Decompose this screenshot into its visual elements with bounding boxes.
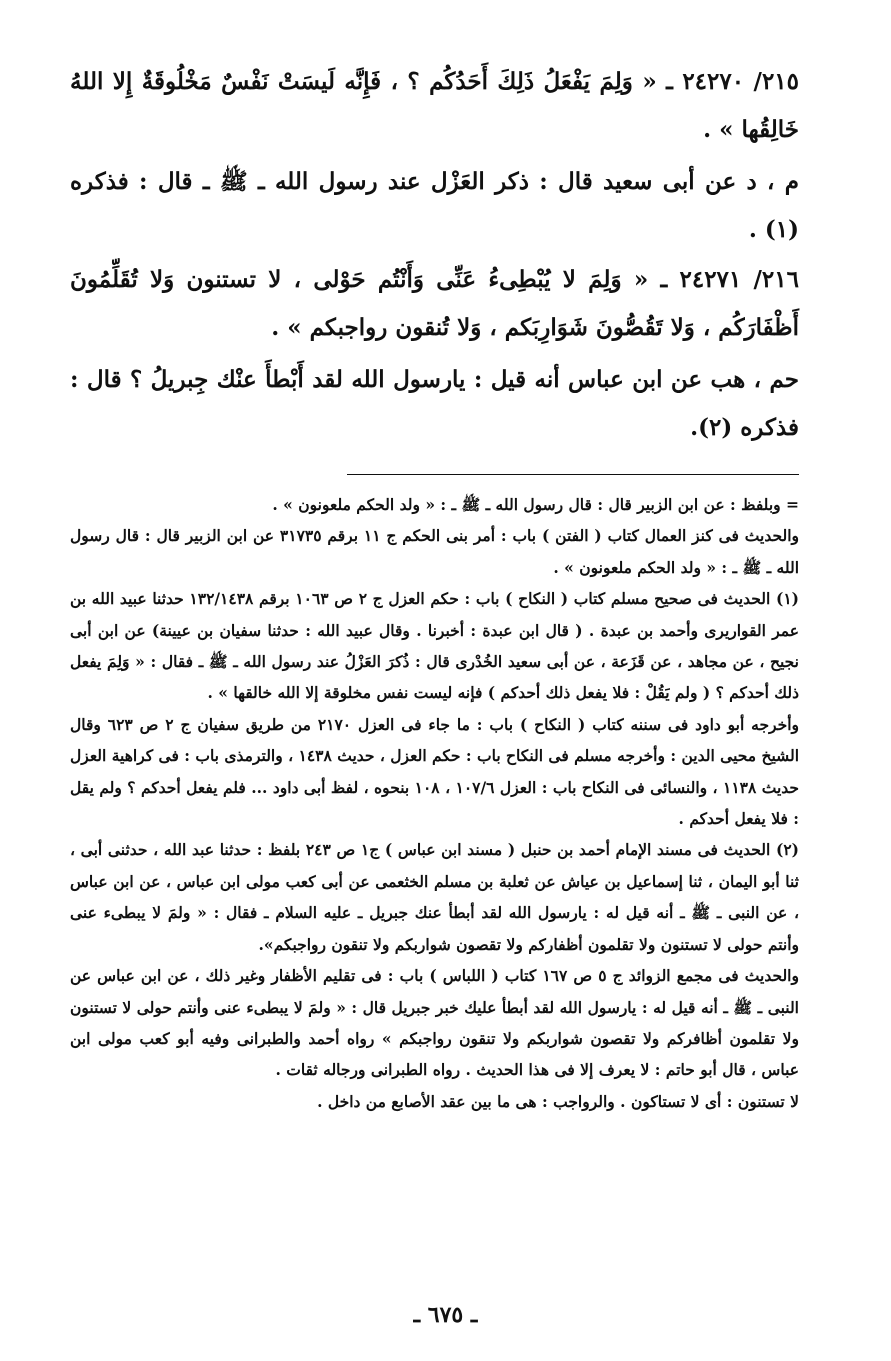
footnote-2: (٢) الحديث فى مسند الإمام أحمد بن حنبل ( مسند ابن عباس ) ج١ ص ٢٤٣ بلفظ : حدثنا عبد الله ، حدثنى أبى ، ثنا أبو اليمان ، ثنا إسماعيل بن عياش عن ثعلبة بن مسلم الخثعمى عن أبى كعب مولى ابن عباس ، عن ابن عباس ، عن النبى ـ ﷺ ـ أنه قيل له : يارسول الله لقد أبطأ عنك جبريل ـ عليه السلام ـ فقال : « ولمَ لا يبطىء عنى وأنتم حولى لا تستنون ولا تقلمون أظفاركم ولا تقصون شواربكم ولا تنقون رواجبكم». <box>70 840 799 954</box>
page-number: ـ ٦٧٥ ـ <box>413 1302 478 1328</box>
footnote-1: (١) الحديث فى صحيح مسلم كتاب ( النكاح ) باب : حكم العزل ج ٢ ص ١٠٦٣ برقم ١٣٢/١٤٣٨ حدثنا عبيد الله بن عمر القواريرى وأحمد بن عبدة . ( قال ابن عبدة : أخبرنا . وقال عبيد الله : حدثنا سفيان بن عيينة) عن ابن أبى نجيح ، عن مجاهد ، عن قَزَعة ، عن أبى سعيد الخُدْرى قال : ذُكرَ العَزْلُ عند رسول الله ـ ﷺ ـ فقال : « وَلِمَ يفعل ذلك أحدكم ؟ ( ولم يَقُلْ : فلا يفعل ذلك أحدكم ) فإنه ليست نفس مخلوقة إلا الله خالقها » . <box>70 589 799 703</box>
main-text <box>70 58 799 452</box>
footnote-divider <box>347 474 799 475</box>
footnote-continued-1: = وبلفظ : عن ابن الزبير قال : قال رسول الله ـ ﷺ ـ : « ولد الحكم ملعونون » . <box>272 495 799 514</box>
hadith-216-source: حم ، هب عن ابن عباس أنه قيل : يارسول الله لقد أَبْطأَ عنْك جِبريلُ ؟ قال : فذكره (٢). <box>70 366 799 441</box>
footnote-1-extra: وأخرجه أبو داود فى سننه كتاب ( النكاح ) باب : ما جاء فى العزل ٢١٧٠ من طريق سفيان ج ٢ ص ٦٢٣ وقال الشيخ محيى الدين : وأخرجه مسلم فى النكاح باب : حكم العزل ، حديث ١٤٣٨ ، والترمذى باب : فى كراهية العزل حديث ١١٣٨ ، والنسائى فى النكاح باب : العزل ١٠٧/٦ ، ١٠٨ بنحوه ، لفظ أبى داود ... فلم يفعل أحدكم ؟ ولم يقل : فلا يفعل أحدكم . <box>70 714 800 829</box>
footnote-continued-2: والحديث فى كنز العمال كتاب ( الفتن ) باب : أمر بنى الحكم ج ١١ برقم ٣١٧٣٥ عن ابن الزبير قال : قال رسول الله ـ ﷺ ـ : « ولد الحكم ملعونون » . <box>70 526 799 577</box>
hadith-215-source: م ، د عن أبى سعيد قال : ذكر العَزْل عند رسول الله ـ ﷺ ـ قال : فذكره (١) . <box>70 168 799 243</box>
footnote-2-extra: والحديث فى مجمع الزوائد ج ٥ ص ١٦٧ كتاب ( اللباس ) باب : فى تقليم الأظفار وغير ذلك ، عن ابن عباس عن النبى ـ ﷺ ـ أنه قيل له : يارسول الله لقد أبطأ عليك خبر جبريل قال : « ولمَ لا يبطىء عنى وأنتم حولى لا تستنون ولا تقلمون أظافركم ولا تقصون شواربكم ولا تنقون رواجبكم » رواه أحمد والطبرانى وفيه أبو كعب مولى ابن عباس ، قال أبو حاتم : لا يعرف إلا فى هذا الحديث . رواه الطبرانى ورجاله ثقات . <box>70 966 799 1080</box>
glossary-note: لا تستنون : أى لا تستاكون . والرواجب : هى ما بين عقد الأصابع من داخل . <box>317 1091 799 1111</box>
hadith-215: ٢١٥/ ٢٤٢٧٠ ـ « وَلِمَ يَفْعَلُ ذَلِكَ أَحَدُكُم ؟ ، فَإِنَّه لَيسَتْ نَفْسٌ مَخْلُوقَةٌ إِلا اللهُ خَالِقُها » . <box>70 68 799 143</box>
hadith-216: ٢١٦/ ٢٤٢٧١ ـ « وَلِمَ لا يُبْطِىءُ عَنِّى وَأَنْتُم حَوْلى ، لا تستنون وَلا تُقَلِّمُونَ أَظْفَارَكُم ، وَلا تَقُصُّونَ شَوَارِبَكم ، وَلا تُنقون رواجبكم » . <box>70 266 799 341</box>
footnotes <box>70 489 799 1117</box>
